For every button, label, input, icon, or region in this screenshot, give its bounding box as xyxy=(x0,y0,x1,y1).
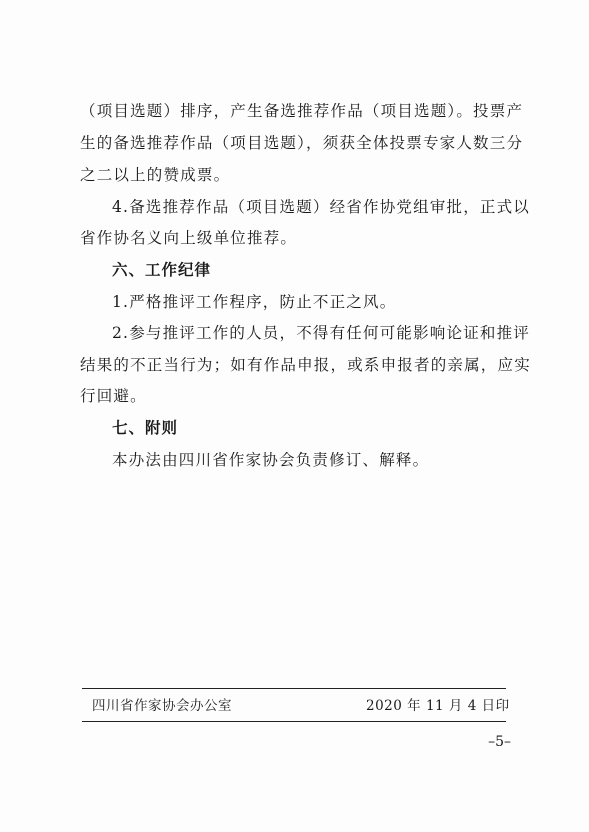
section-7-heading: 七、附则 xyxy=(112,419,179,437)
section-6-heading: 六、工作纪律 xyxy=(112,261,212,279)
section-7-line-1: 本办法由四川省作家协会负责修订、解释。 xyxy=(112,451,430,469)
body-line-2: 生的备选推荐作品（项目选题），须获全体投票专家人数三分 xyxy=(80,134,524,152)
footer-top-rule xyxy=(82,688,506,689)
section-6-line-1: 1.严格推评工作程序，防止不正之风。 xyxy=(112,293,397,311)
footer-print-date: 2020 年 11 月 4 日印 xyxy=(366,698,510,714)
footer-bottom-rule xyxy=(82,721,506,722)
section-6-line-4: 行回避。 xyxy=(80,387,147,405)
body-line-5: 省作协名义向上级单位推荐。 xyxy=(80,229,298,247)
body-line-4: 4.备选推荐作品（项目选题）经省作协党组审批，正式以 xyxy=(112,198,530,216)
body-line-3: 之二以上的赞成票。 xyxy=(80,166,231,184)
body-line-1: （项目选题）排序，产生备选推荐作品（项目选题）。投票产 xyxy=(80,102,524,120)
footer-issuer: 四川省作家协会办公室 xyxy=(92,698,232,714)
section-6-line-2: 2.参与推评工作的人员，不得有任何可能影响论证和推评 xyxy=(112,324,530,342)
section-6-line-3: 结果的不正当行为；如有作品申报，或系申报者的亲属，应实 xyxy=(80,356,531,374)
page-number: –5– xyxy=(488,734,511,750)
